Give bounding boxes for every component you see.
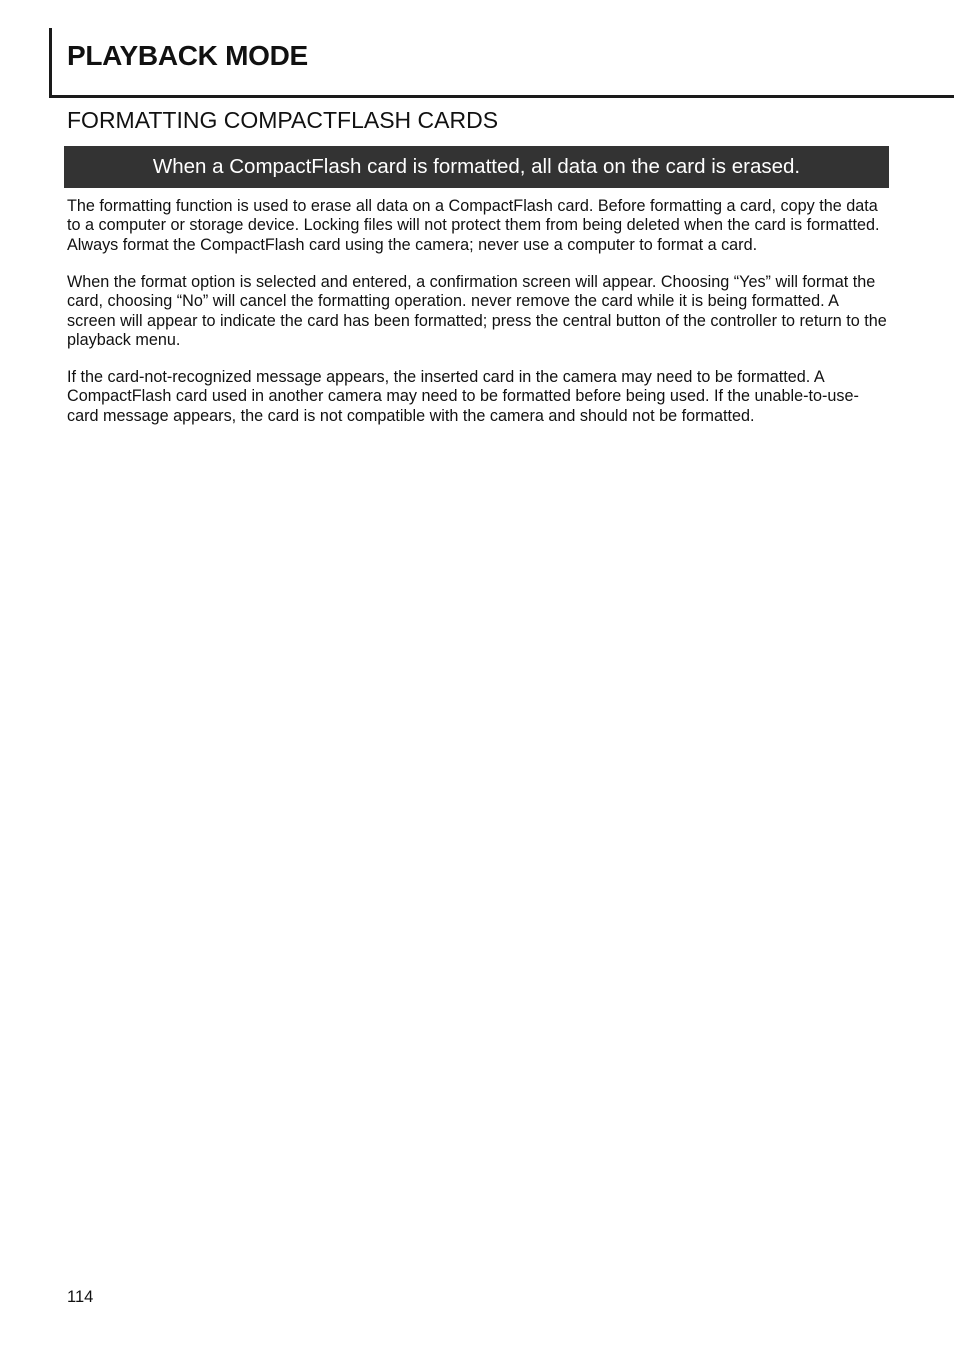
subsection-title: FORMATTING COMPACTFLASH CARDS (67, 107, 499, 133)
paragraph-confirmation-screen: When the format option is selected and entered, a confirmation screen will appear. Choosing “Yes” will format the card, choosing “No” will cancel the formatting operation. never remove the card while it is being formatted. A screen will appear to indicate the card has been formatted; press the central button of the controller to return to the playback menu. (67, 272, 887, 349)
paragraph-card-messages: If the card-not-recognized message appears, the inserted card in the camera may need to be formatted. A CompactFlash card used in another camera may need to be formatted before being used. If the unable-to-use-card message appears, the card is not compatible with the camera and should not be formatted. (67, 367, 859, 425)
header-horizontal-rule (49, 95, 954, 98)
warning-banner: When a CompactFlash card is formatted, all data on the card is erased. (64, 146, 889, 188)
paragraph-formatting-function: The formatting function is used to erase all data on a CompactFlash card. Before formatting a card, copy the data to a computer or storage device. Locking files will not protect them from being deleted when the card is formatted. Always format the CompactFlash card using the camera; never use a computer to format a card. (67, 197, 880, 254)
page-number: 114 (67, 1288, 94, 1306)
section-title: PLAYBACK MODE (67, 40, 308, 71)
body-text (67, 197, 889, 444)
header-vertical-rule (49, 28, 52, 98)
